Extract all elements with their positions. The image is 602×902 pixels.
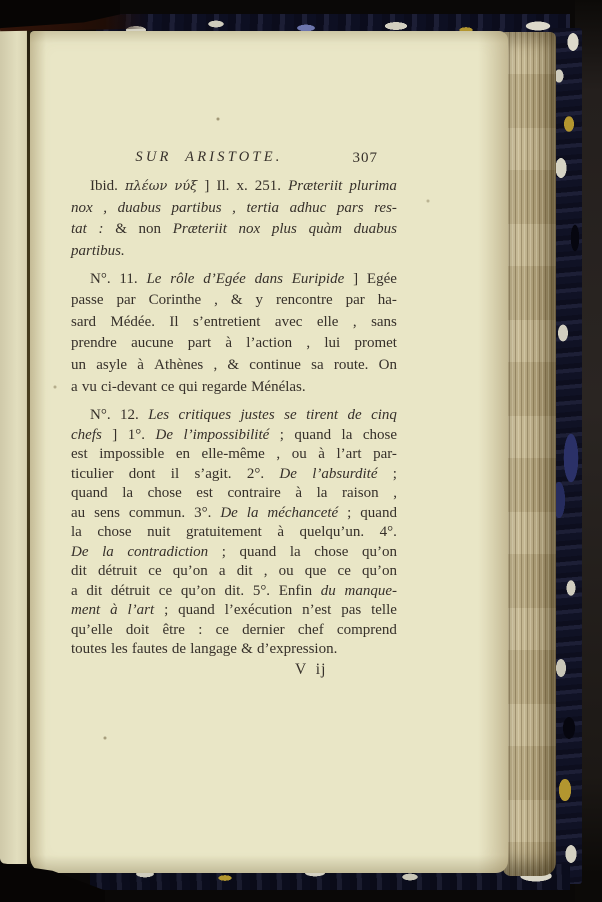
page-header	[71, 149, 397, 167]
word: Il.	[216, 178, 230, 195]
word: du	[320, 582, 336, 599]
word: dit	[71, 563, 87, 580]
word: ou	[278, 563, 294, 580]
word: ,	[263, 563, 268, 580]
word: telle	[371, 602, 397, 619]
word: Præteriit	[288, 178, 343, 195]
word: ;	[279, 426, 284, 443]
word: contradiction	[127, 543, 209, 560]
word: l’art	[127, 602, 155, 619]
word: sens	[94, 504, 120, 521]
word: 4°.	[379, 524, 397, 541]
word: x.	[236, 178, 248, 195]
word: regarde	[201, 378, 247, 395]
word: Euripide	[291, 270, 345, 287]
word: Corinthe	[148, 292, 202, 309]
text-line	[71, 241, 397, 263]
word: la	[289, 543, 301, 560]
word: dit	[236, 563, 253, 580]
word: a	[71, 378, 78, 395]
word: par	[345, 292, 365, 309]
word: commun.	[128, 504, 186, 521]
word: ce	[148, 563, 162, 580]
word: quand	[294, 426, 332, 443]
text-line	[71, 640, 397, 660]
word: ;	[221, 543, 226, 560]
word: ce	[161, 378, 175, 395]
word: ,	[306, 335, 311, 352]
word: fautes	[131, 641, 168, 658]
word: comprend	[336, 621, 397, 638]
word: promet	[354, 335, 397, 352]
word: sard	[71, 313, 96, 330]
word: chose	[97, 524, 132, 541]
word: asyle	[96, 357, 128, 374]
word: :	[98, 221, 104, 238]
word: Ibid.	[90, 178, 118, 195]
text-line	[71, 219, 397, 241]
word: rôle	[170, 270, 195, 287]
word: a	[218, 563, 226, 580]
word: l’exécution	[224, 602, 293, 619]
word: dit	[86, 582, 103, 599]
word: s’agit.	[194, 465, 232, 482]
word: qui	[178, 378, 198, 395]
text-line	[71, 312, 397, 334]
text-line	[71, 523, 397, 543]
word: N°.	[90, 407, 111, 424]
word: qu’on	[362, 563, 397, 580]
paragraph	[71, 406, 397, 660]
text-line	[71, 542, 397, 562]
word: y	[255, 292, 263, 309]
word: ;	[347, 504, 352, 521]
word: que	[304, 563, 327, 580]
word: part	[187, 335, 212, 352]
word: critiques	[178, 407, 232, 424]
word: avec	[274, 313, 303, 330]
word: ,	[213, 357, 218, 374]
word: ,	[276, 446, 281, 463]
word: vu	[81, 378, 97, 395]
word: la	[246, 504, 259, 521]
paragraph	[71, 176, 397, 262]
word: Il	[169, 313, 179, 330]
word: s’entretient	[193, 313, 261, 330]
word: ha-	[377, 292, 397, 309]
paragraphs-container	[71, 176, 397, 659]
word: non	[138, 221, 162, 238]
word: tirent	[306, 407, 339, 424]
word: rencontre	[275, 292, 333, 309]
word: route.	[333, 357, 369, 374]
signature-mark: V ij	[295, 661, 327, 679]
signature-row	[71, 661, 397, 681]
word: 12.	[120, 407, 139, 424]
word: &	[230, 292, 243, 309]
word: d’expression.	[256, 641, 338, 658]
text-line	[71, 406, 397, 426]
text-line	[71, 464, 397, 484]
word: ,	[232, 199, 236, 216]
word: impossible	[99, 446, 165, 463]
word: prendre	[71, 335, 117, 352]
word: 5°.	[252, 582, 271, 599]
word: &	[227, 357, 240, 374]
word: ]	[353, 270, 359, 287]
word: &	[241, 641, 253, 658]
word: de	[171, 641, 187, 658]
word: dont	[128, 465, 156, 482]
word: Egée	[366, 270, 397, 287]
text-line	[71, 376, 397, 398]
word: adhuc	[289, 199, 327, 216]
word: n’est	[302, 602, 332, 619]
text-block	[71, 149, 397, 681]
word: Médée.	[110, 313, 155, 330]
word: ]	[112, 426, 118, 443]
word: cinq	[371, 407, 397, 424]
word: Enfin	[278, 582, 313, 599]
word: en	[175, 446, 190, 463]
word: d’Egée	[203, 270, 246, 287]
word: tat	[71, 221, 87, 238]
word: ce	[215, 621, 229, 638]
word: ,	[393, 485, 397, 502]
word: nox	[238, 221, 261, 238]
word: ;	[392, 465, 397, 482]
word: à	[318, 446, 325, 463]
greek-word: πλέων	[125, 179, 168, 195]
word: l’action	[246, 335, 293, 352]
word: à	[277, 524, 284, 541]
word: De	[279, 465, 297, 482]
word: par-	[373, 446, 397, 463]
word: pas	[341, 602, 362, 619]
word: qu’on	[172, 563, 208, 580]
text-line	[71, 581, 397, 601]
word: la	[316, 485, 328, 502]
word: Præteriit	[172, 221, 227, 238]
word: N°.	[90, 270, 111, 287]
word: 3°.	[194, 504, 212, 521]
word: continue	[249, 357, 301, 374]
word: toutes	[71, 641, 107, 658]
word: quand	[239, 543, 277, 560]
greek-word: νύξ	[174, 179, 198, 195]
text-line	[71, 445, 397, 465]
text-line	[71, 333, 397, 355]
word: il	[170, 465, 180, 482]
word: méchanceté	[267, 504, 339, 521]
word: De	[220, 504, 238, 521]
word: ;	[164, 602, 169, 619]
word: la	[341, 426, 353, 443]
word: chose	[314, 543, 349, 560]
word: qu’elle	[71, 621, 113, 638]
word: a	[71, 582, 78, 599]
word: plurima	[349, 178, 397, 195]
word: dans	[254, 270, 283, 287]
word: à	[225, 335, 233, 352]
word: sa	[311, 357, 324, 374]
word: De	[71, 543, 89, 560]
word: ce	[158, 582, 173, 599]
word: se	[284, 407, 297, 424]
word: passe	[71, 292, 104, 309]
text-line	[71, 562, 397, 582]
text-line	[71, 503, 397, 523]
word: ,	[214, 292, 218, 309]
word: Athènes	[154, 357, 204, 374]
word: Ménélas.	[251, 378, 306, 395]
word: chefs	[71, 426, 102, 443]
word: chef	[297, 621, 324, 638]
word: raison	[341, 485, 379, 502]
word: de	[347, 407, 362, 424]
word: la	[71, 524, 82, 541]
word: pars	[336, 199, 364, 216]
word: manque-	[344, 582, 397, 599]
word: détruit	[97, 563, 138, 580]
text-line	[71, 198, 397, 220]
word: sans	[371, 313, 397, 330]
word: ticulier	[71, 465, 114, 482]
word: partibus.	[71, 243, 125, 260]
word: tertia	[246, 199, 279, 216]
word: partibus	[171, 199, 222, 216]
word: doit	[125, 621, 150, 638]
word: la	[122, 485, 134, 502]
word: dit.	[224, 582, 245, 599]
word: duabus	[117, 199, 161, 216]
word: plus	[271, 221, 297, 238]
word: la	[102, 543, 114, 560]
word: chose	[147, 485, 182, 502]
word: langage	[190, 641, 237, 658]
word: 2°.	[246, 465, 265, 482]
word: quand	[71, 485, 108, 502]
word: ci-devant	[101, 378, 157, 395]
word: Les	[148, 407, 170, 424]
word: :	[198, 621, 203, 638]
word: ou	[291, 446, 307, 463]
word: à	[295, 485, 303, 502]
word: l’art	[336, 446, 362, 463]
word: quelqu’un.	[299, 524, 365, 541]
text-line	[71, 355, 397, 377]
word: ,	[103, 199, 108, 216]
word: De	[155, 426, 173, 443]
word: l’impossibilité	[183, 426, 270, 443]
text-line	[71, 176, 397, 198]
word: qu’on	[180, 582, 216, 599]
word: &	[115, 221, 127, 238]
paragraph	[71, 268, 397, 398]
text-line	[71, 268, 397, 290]
word: dernier	[242, 621, 285, 638]
word: un	[71, 357, 86, 374]
word: res-	[374, 199, 397, 216]
word: On	[378, 357, 397, 374]
page-number: 307	[352, 150, 378, 166]
word: est	[71, 446, 88, 463]
word: l’absurdité	[312, 465, 378, 482]
word: justes	[240, 407, 275, 424]
word: 1°.	[127, 426, 146, 443]
word: quand	[360, 504, 397, 521]
word: elle	[316, 313, 339, 330]
word: détruit	[110, 582, 151, 599]
word: ce	[337, 563, 351, 580]
word: à	[110, 602, 118, 619]
word: qu’on	[361, 543, 397, 560]
word: par	[116, 292, 136, 309]
word: contraire	[227, 485, 281, 502]
word: les	[111, 641, 128, 658]
word: au	[71, 504, 86, 521]
word: lui	[324, 335, 341, 352]
word: Le	[146, 270, 162, 287]
word: ,	[352, 313, 357, 330]
word: 11.	[119, 270, 138, 287]
text-line	[71, 290, 397, 312]
word: quàm	[308, 221, 342, 238]
word: elle-même	[201, 446, 265, 463]
text-line	[71, 484, 397, 504]
word: quand	[178, 602, 215, 619]
word: nox	[71, 199, 93, 216]
word: 251.	[254, 178, 282, 195]
word: gratuitement	[185, 524, 262, 541]
text-line	[71, 425, 397, 445]
word: être	[162, 621, 185, 638]
word: à	[137, 357, 144, 374]
word: nuit	[147, 524, 171, 541]
word: aucune	[131, 335, 174, 352]
word: chose	[362, 426, 397, 443]
word: ]	[204, 178, 210, 195]
word: ment	[71, 602, 101, 619]
running-title: SUR ARISTOTE.	[135, 149, 283, 165]
word: est	[196, 485, 213, 502]
word: duabus	[353, 221, 397, 238]
book-fore-edge	[503, 32, 556, 876]
text-line	[71, 620, 397, 640]
text-line	[71, 601, 397, 621]
